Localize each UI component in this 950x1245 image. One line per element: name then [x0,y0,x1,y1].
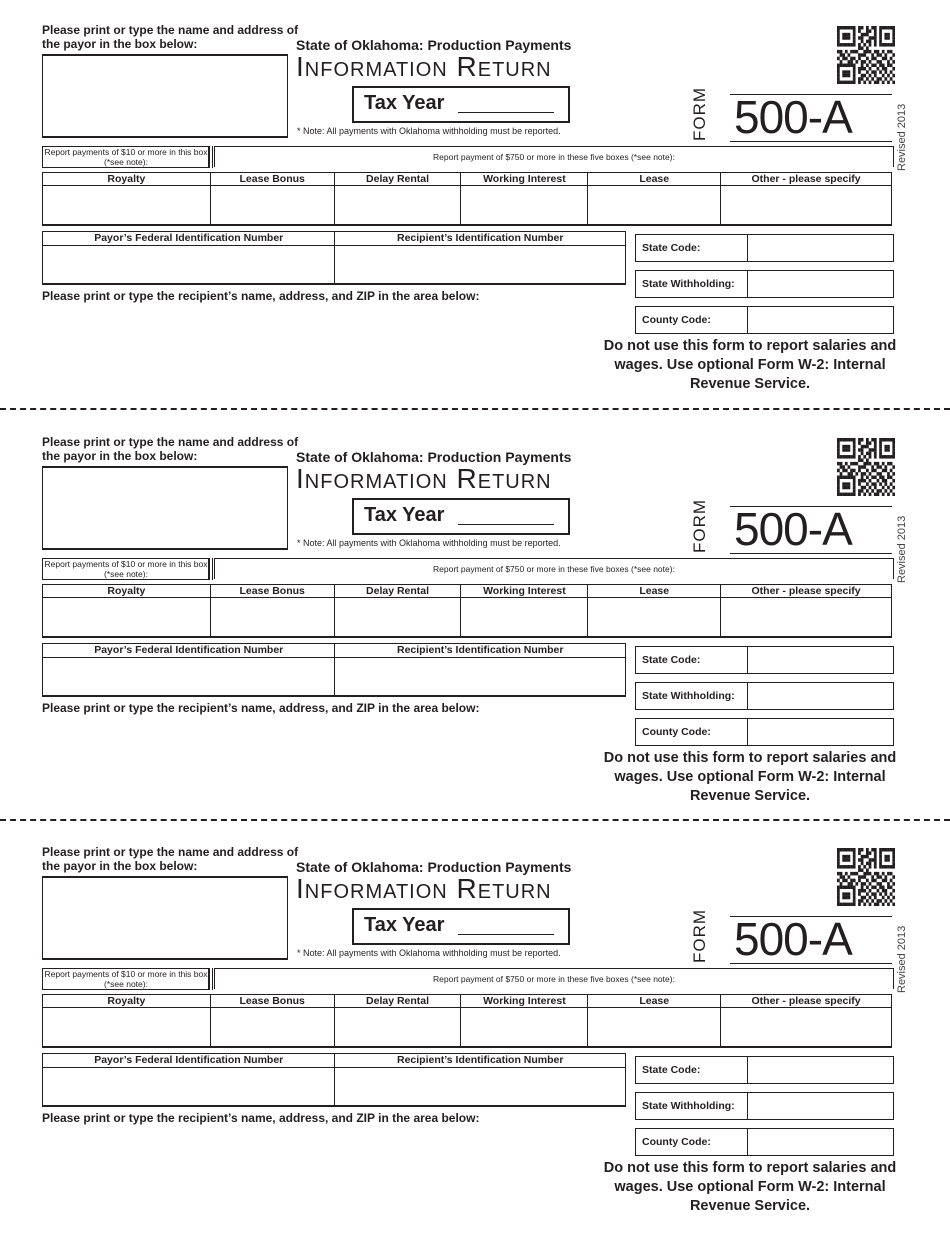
withholding-note: * Note: All payments with Oklahoma withholding must be reported. [297,538,561,548]
payment-amount-field[interactable] [588,186,721,226]
payments-table [42,172,892,226]
code-field-label: State Code: [636,235,748,261]
payment-amount-field[interactable] [210,186,334,226]
payment-amount-field[interactable] [721,186,892,226]
id-number-field[interactable] [335,1068,626,1107]
payment-column-header: Lease Bonus [210,173,334,186]
payment-column-header: Other - please specify [721,585,892,598]
payment-column-header: Lease Bonus [210,995,334,1008]
recipient-label: Please print or type the recipient’s name, address, and ZIP in the area below: [42,1111,480,1125]
id-number-field[interactable] [43,1068,335,1107]
form-number: 500-A [734,91,852,143]
code-field-label: State Withholding: [636,271,748,297]
payor-name-address-box[interactable] [42,466,288,550]
payment-amount-field[interactable] [461,598,588,638]
tax-year-box [352,86,570,123]
form-number-rule-bottom [730,963,892,964]
form-500a-copy [0,23,950,423]
tax-year-label: Tax Year [364,92,445,114]
payment-column-header: Lease Bonus [210,585,334,598]
payment-amount-field[interactable] [588,598,721,638]
code-field-label: County Code: [636,1129,748,1155]
tax-year-input[interactable] [458,524,554,525]
tax-year-label: Tax Year [364,914,445,936]
payment-amount-field[interactable] [210,1008,334,1048]
code-field-row[interactable] [635,306,894,334]
payment-column-header: Working Interest [461,995,588,1008]
id-column-header: Recipient’s Identification Number [335,1054,626,1068]
payment-column-header: Other - please specify [721,173,892,186]
payment-column-header: Lease [588,995,721,1008]
code-field-label: State Withholding: [636,1093,748,1119]
small-payments-label: Report payments of $10 or more in this box (*see note): [42,558,210,580]
identification-table [42,1053,626,1107]
identification-table [42,231,626,285]
payment-column-header: Lease [588,173,721,186]
small-payments-label: Report payments of $10 or more in this box (*see note): [42,146,210,168]
code-field-row[interactable] [635,1092,894,1120]
id-column-header: Payor’s Federal Identification Number [43,1054,335,1068]
id-number-field[interactable] [43,246,335,285]
payor-name-address-box[interactable] [42,54,288,138]
id-number-field[interactable] [335,246,626,285]
payment-column-header: Other - please specify [721,995,892,1008]
payment-amount-field[interactable] [721,598,892,638]
payment-amount-field[interactable] [334,598,461,638]
code-field-label: County Code: [636,719,748,745]
form-500a-copy [0,435,950,835]
payment-amount-field[interactable] [461,1008,588,1048]
cut-line [0,819,950,821]
payments-table [42,584,892,638]
state-line: State of Oklahoma: Production Payments [296,859,572,875]
revised-date: Revised 2013 [896,103,908,171]
form-word: FORM [690,908,709,963]
qr-code-icon [837,848,895,906]
payment-amount-field[interactable] [43,598,211,638]
id-number-field[interactable] [43,658,335,697]
form-500a-copy [0,845,950,1245]
payor-name-address-box[interactable] [42,876,288,960]
qr-code-icon [837,438,895,496]
id-column-header: Recipient’s Identification Number [335,232,626,246]
w2-warning: Do not use this form to report salaries and wages. Use optional Form W-2: Internal Revenue Service. [603,1160,897,1214]
form-title: Information Return [296,463,552,494]
state-line: State of Oklahoma: Production Payments [296,449,572,465]
payment-amount-field[interactable] [334,1008,461,1048]
w2-warning: Do not use this form to report salaries and wages. Use optional Form W-2: Internal Revenue Service. [603,338,897,392]
small-payments-label: Report payments of $10 or more in this box (*see note): [42,968,210,990]
payor-label: Please print or type the name and address of the payor in the box below: [42,435,299,463]
payment-column-header: Delay Rental [334,173,461,186]
payments-table [42,994,892,1048]
code-field-row[interactable] [635,234,894,262]
w2-warning: Do not use this form to report salaries and wages. Use optional Form W-2: Internal Revenue Service. [603,750,897,804]
form-number: 500-A [734,503,852,555]
withholding-note: * Note: All payments with Oklahoma withholding must be reported. [297,126,561,136]
small-box-divider [208,558,213,580]
payment-amount-field[interactable] [461,186,588,226]
form-number-rule-bottom [730,553,892,554]
qr-code-icon [837,26,895,84]
payment-column-header: Royalty [43,173,211,186]
id-column-header: Recipient’s Identification Number [335,644,626,658]
large-payments-label: Report payment of $750 or more in these five boxes (*see note): [214,558,894,579]
form-title: Information Return [296,873,552,904]
tax-year-box [352,498,570,535]
recipient-label: Please print or type the recipient’s name, address, and ZIP in the area below: [42,701,480,715]
code-field-label: State Withholding: [636,683,748,709]
code-field-row[interactable] [635,646,894,674]
cut-line [0,408,950,410]
payment-column-header: Delay Rental [334,585,461,598]
form-word: FORM [690,498,709,553]
payment-amount-field[interactable] [210,598,334,638]
payor-label: Please print or type the name and address of the payor in the box below: [42,845,299,873]
small-box-divider [208,968,213,990]
code-field-row[interactable] [635,270,894,298]
tax-year-input[interactable] [458,112,554,113]
payment-amount-field[interactable] [334,186,461,226]
withholding-note: * Note: All payments with Oklahoma withholding must be reported. [297,948,561,958]
id-number-field[interactable] [335,658,626,697]
large-payments-label: Report payment of $750 or more in these five boxes (*see note): [214,146,894,167]
small-box-divider [208,146,213,168]
code-field-row[interactable] [635,1056,894,1084]
tax-year-label: Tax Year [364,504,445,526]
large-payments-label: Report payment of $750 or more in these five boxes (*see note): [214,968,894,989]
identification-table [42,643,626,697]
tax-year-input[interactable] [458,934,554,935]
form-word: FORM [690,86,709,141]
code-field-row[interactable] [635,718,894,746]
id-column-header: Payor’s Federal Identification Number [43,232,335,246]
payment-column-header: Delay Rental [334,995,461,1008]
payment-column-header: Working Interest [461,173,588,186]
payment-column-header: Royalty [43,585,211,598]
code-field-label: State Code: [636,1057,748,1083]
payment-amount-field[interactable] [721,1008,892,1048]
state-line: State of Oklahoma: Production Payments [296,37,572,53]
payment-amount-field[interactable] [588,1008,721,1048]
payment-column-header: Working Interest [461,585,588,598]
code-field-label: County Code: [636,307,748,333]
code-field-row[interactable] [635,682,894,710]
code-field-label: State Code: [636,647,748,673]
id-column-header: Payor’s Federal Identification Number [43,644,335,658]
revised-date: Revised 2013 [896,515,908,583]
tax-year-box [352,908,570,945]
recipient-label: Please print or type the recipient’s name, address, and ZIP in the area below: [42,289,480,303]
form-number: 500-A [734,913,852,965]
form-title: Information Return [296,51,552,82]
payment-column-header: Lease [588,585,721,598]
code-field-row[interactable] [635,1128,894,1156]
payor-label: Please print or type the name and address of the payor in the box below: [42,23,299,51]
payment-column-header: Royalty [43,995,211,1008]
payment-amount-field[interactable] [43,1008,211,1048]
revised-date: Revised 2013 [896,925,908,993]
payment-amount-field[interactable] [43,186,211,226]
form-number-rule-bottom [730,141,892,142]
